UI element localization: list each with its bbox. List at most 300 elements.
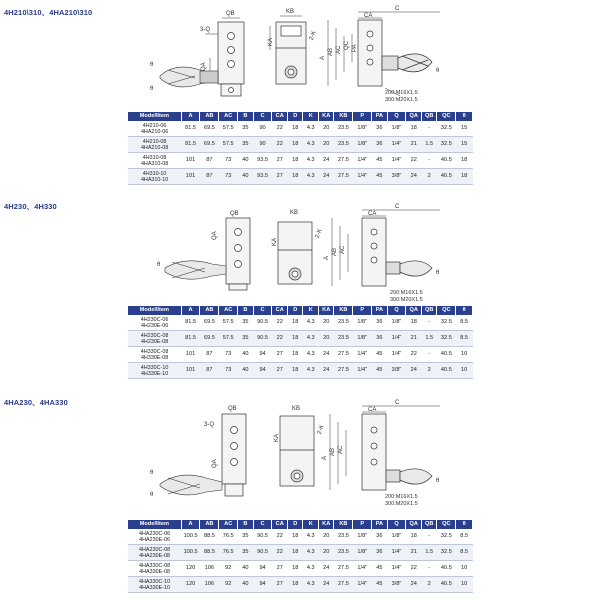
model-cell [128,169,181,185]
valve-drawing [0,200,600,308]
value-cell: 57.5 [219,331,238,347]
theta-label-left-2: θ [150,492,154,498]
table-row [128,331,473,347]
model-name: 4H330E-08 [140,354,169,361]
value-cell: - [421,347,437,363]
side-view [276,22,306,84]
model-name: 4H310-10 [142,170,167,177]
value-cell: 20 [318,315,334,331]
value-cell: 1/4" [353,561,372,577]
value-cell: 22 [272,315,288,331]
value-cell: 3/8" [387,363,406,379]
value-cell: 1/4" [353,577,372,593]
value-cell: 35 [238,545,254,561]
theta-label-left: θ [150,62,154,68]
section-3 [0,396,600,600]
value-cell: 27.5 [334,561,353,577]
table-row [128,529,473,545]
value-cell: 22 [272,121,288,137]
value-cell: 94 [253,347,272,363]
value-cell: 10 [456,363,473,379]
value-cell: 88.5 [200,529,219,545]
model-name: 4H330C-10 [140,364,169,371]
column-header: C [253,520,272,529]
column-header: Q [387,306,406,315]
dim-3Q: 3-Q [204,422,215,428]
value-cell: 90.5 [253,545,272,561]
lever-handle-icon [165,261,226,279]
dim-QA: QA [212,231,218,240]
dim-A: A [320,55,326,60]
value-cell: 1/8" [353,331,372,347]
dim-QA: QA [212,459,218,468]
column-header: A [181,306,200,315]
dim-QB: QB [228,406,237,412]
dim-3Q: 3-Q [200,27,211,33]
column-header: AC [219,306,238,315]
value-cell: 36 [372,331,388,347]
value-cell: 40.5 [437,347,456,363]
value-cell: 81.5 [181,331,200,347]
model-name: 4H230C-06 [140,316,169,323]
value-cell: 40.5 [437,577,456,593]
dim-AB: AB [330,447,336,456]
model-name: 4HA230E-08 [139,552,171,559]
section-2 [0,200,600,400]
port-callout-2: 300:M20X1.5 [385,501,418,507]
value-cell: 18 [456,169,473,185]
value-cell: 24 [318,577,334,593]
value-cell: 27.5 [334,363,353,379]
table-row [128,577,473,593]
value-cell: 1.5 [421,331,437,347]
value-cell: 90.5 [253,315,272,331]
column-header: Model\Item [128,112,181,121]
value-cell: 1.5 [421,137,437,153]
value-cell: 35 [238,331,254,347]
value-cell: 40.5 [437,363,456,379]
value-cell: 18 [287,121,303,137]
right-dimensions [328,12,440,96]
column-header: CA [272,306,288,315]
value-cell: 32.5 [437,529,456,545]
spec-table [128,520,473,593]
value-cell: 21 [406,545,422,561]
value-cell: 100.5 [181,545,200,561]
dim-QC: QC [344,41,350,50]
value-cell: 4.3 [303,545,319,561]
dim-AC: AC [340,245,346,254]
value-cell: 1/8" [387,315,406,331]
dim-KA: KA [272,237,278,246]
column-header: QA [406,520,422,529]
value-cell: 45 [372,561,388,577]
value-cell: 32.5 [437,137,456,153]
column-header: AB [200,112,219,121]
model-cell [128,545,181,561]
value-cell: 23.5 [334,545,353,561]
value-cell: 20 [318,529,334,545]
column-header: KA [318,306,334,315]
column-header: A [181,112,200,121]
value-cell: 45 [372,347,388,363]
value-cell: 18 [287,363,303,379]
dim-CA: CA [368,211,377,217]
value-cell: 36 [372,545,388,561]
value-cell: 40 [238,347,254,363]
section-title: 4H210\310、4HA210\310 [4,8,93,17]
table-row [128,169,473,185]
value-cell: 45 [372,363,388,379]
dim-KA: KA [268,37,274,46]
value-cell: - [421,153,437,169]
value-cell: 24 [406,169,422,185]
value-cell: 87 [200,169,219,185]
table-row [128,545,473,561]
value-cell: 8.5 [456,545,473,561]
value-cell: 8.5 [456,315,473,331]
model-cell [128,137,181,153]
section-1 [0,0,600,200]
table-header-row [128,112,473,121]
value-cell: 23.5 [334,331,353,347]
value-cell: 73 [219,169,238,185]
column-header: θ [456,306,473,315]
value-cell: 4.3 [303,153,319,169]
value-cell: 120 [181,561,200,577]
value-cell: 4.3 [303,121,319,137]
value-cell: 94 [253,561,272,577]
column-header: P [353,112,372,121]
dim-theta: θ [436,68,440,74]
model-name: 4H230C-08 [140,332,169,339]
lever-handle-icon [160,67,218,87]
model-name: 4H210-06 [142,122,167,129]
value-cell: 10 [456,561,473,577]
front-view [226,218,250,290]
value-cell: 18 [287,347,303,363]
value-cell: 36 [372,529,388,545]
column-header: QB [421,520,437,529]
value-cell: 40 [238,561,254,577]
model-name: 4HA210-08 [140,144,169,151]
side-view [278,222,312,284]
value-cell: 101 [181,153,200,169]
model-name: 4HA330C-08 [138,562,171,569]
value-cell: 24 [318,153,334,169]
model-name: 4HA330C-10 [138,578,171,585]
model-name: 4H230E-06 [140,322,169,329]
model-name: 4HA310-10 [140,176,169,183]
value-cell: - [421,315,437,331]
column-header: D [287,520,303,529]
dim-theta: θ [436,270,440,276]
value-cell: 90.5 [253,331,272,347]
value-cell: 18 [287,561,303,577]
value-cell: 10 [456,577,473,593]
value-cell: 22 [406,153,422,169]
port-callout-1: 200:M16X1.5 [385,494,418,500]
value-cell: 18 [287,315,303,331]
value-cell: 57.5 [219,121,238,137]
column-header: QA [406,112,422,121]
model-name: 4HA210-06 [140,128,169,135]
dim-KB: KB [292,406,301,412]
column-header: C [253,306,272,315]
theta-label-left: θ [150,470,154,476]
value-cell: 22 [406,561,422,577]
dim-AC: AC [336,45,342,54]
value-cell: 2 [421,363,437,379]
value-cell: 15 [456,137,473,153]
value-cell: 1/4" [387,545,406,561]
dim-2K: 2-K [316,424,326,436]
dim-QB: QB [230,211,239,217]
value-cell: 1/4" [387,331,406,347]
column-header: AB [200,306,219,315]
column-header: QA [406,306,422,315]
value-cell: 1/4" [387,561,406,577]
column-header: KB [334,306,353,315]
value-cell: 45 [372,169,388,185]
value-cell: 32.5 [437,121,456,137]
value-cell: 92 [219,577,238,593]
value-cell: 35 [238,529,254,545]
value-cell: 4.3 [303,363,319,379]
section-title: 4H230、4H330 [4,202,57,211]
value-cell: 22 [272,545,288,561]
value-cell: 92 [219,561,238,577]
value-cell: 4.3 [303,331,319,347]
column-header: K [303,520,319,529]
value-cell: 4.3 [303,561,319,577]
value-cell: 1/8" [387,529,406,545]
value-cell: 1/4" [353,153,372,169]
dim-AB: AB [332,247,338,256]
value-cell: 20 [318,137,334,153]
value-cell: 1/4" [387,137,406,153]
value-cell: - [421,529,437,545]
column-header: QC [437,112,456,121]
value-cell: 73 [219,153,238,169]
model-name: 4HA330E-08 [139,568,171,575]
column-header: QC [437,306,456,315]
value-cell: 4.3 [303,315,319,331]
table-header-row [128,520,473,529]
value-cell: 27 [272,577,288,593]
value-cell: 35 [238,121,254,137]
value-cell: 27.5 [334,169,353,185]
value-cell: 87 [200,363,219,379]
front-view [222,414,246,496]
value-cell: 32.5 [437,545,456,561]
value-cell: 69.5 [200,137,219,153]
value-cell: 27 [272,153,288,169]
model-name: 4H330C-08 [140,348,169,355]
theta-label-left-2: θ [150,86,154,92]
value-cell: 24 [318,561,334,577]
value-cell: 3/8" [387,577,406,593]
column-header: θ [456,520,473,529]
model-cell [128,315,181,331]
model-name: 4H310-08 [142,154,167,161]
dim-QB: QB [226,11,235,17]
value-cell: 3/8" [387,169,406,185]
column-header: P [353,306,372,315]
value-cell: 22 [406,347,422,363]
right-view [358,20,432,86]
value-cell: 94 [253,363,272,379]
column-header: K [303,112,319,121]
model-name: 4H330E-10 [140,370,169,377]
value-cell: 57.5 [219,315,238,331]
value-cell: 87 [200,347,219,363]
column-header: QB [421,112,437,121]
column-header: KA [318,112,334,121]
value-cell: 1.5 [421,545,437,561]
column-header: QB [421,306,437,315]
value-cell: 23.5 [334,121,353,137]
model-name: 4HA230C-08 [138,546,171,553]
value-cell: 69.5 [200,315,219,331]
value-cell: 27.5 [334,347,353,363]
value-cell: 22 [272,529,288,545]
value-cell: 36 [372,137,388,153]
column-header: Model\Item [128,520,181,529]
right-view [362,218,432,286]
value-cell: 73 [219,363,238,379]
value-cell: 88.5 [200,545,219,561]
value-cell: 45 [372,577,388,593]
column-header: B [238,112,254,121]
value-cell: 93.5 [253,169,272,185]
value-cell: 106 [200,561,219,577]
value-cell: 10 [456,347,473,363]
dim-AB: AB [328,47,334,56]
dim-theta: θ [436,478,440,484]
value-cell: - [421,121,437,137]
dim-KB: KB [286,9,295,15]
value-cell: 45 [372,153,388,169]
value-cell: 20 [318,545,334,561]
value-cell: 1/4" [353,347,372,363]
value-cell: 18 [287,137,303,153]
value-cell: 32.5 [437,315,456,331]
port-callout-2: 300:M20X1.5 [390,297,423,303]
value-cell: 76.5 [219,529,238,545]
table-row [128,363,473,379]
column-header: D [287,112,303,121]
value-cell: 18 [406,315,422,331]
value-cell: 15 [456,121,473,137]
model-name: 4HA330E-10 [139,584,171,591]
column-header: B [238,306,254,315]
valve-drawing [0,0,600,108]
value-cell: 27.5 [334,577,353,593]
value-cell: 24 [318,363,334,379]
value-cell: 1/8" [353,121,372,137]
value-cell: 4.3 [303,137,319,153]
model-cell [128,153,181,169]
table-row [128,153,473,169]
column-header: C [253,112,272,121]
value-cell: 1/4" [387,153,406,169]
value-cell: 1/8" [353,137,372,153]
dim-2K: 2-K [308,30,318,42]
column-header: AB [200,520,219,529]
model-cell [128,529,181,545]
model-cell [128,363,181,379]
column-header: θ [456,112,473,121]
value-cell: 1/8" [353,545,372,561]
value-cell: 87 [200,153,219,169]
value-cell: 1/4" [353,363,372,379]
table-row [128,561,473,577]
right-view [362,414,432,490]
value-cell: 18 [287,153,303,169]
value-cell: 27 [272,363,288,379]
model-name: 4HA310-08 [140,160,169,167]
value-cell: 23.5 [334,137,353,153]
value-cell: 27 [272,169,288,185]
column-header: Q [387,112,406,121]
value-cell: 18 [287,577,303,593]
dim-CA: CA [364,13,373,19]
value-cell: 40.5 [437,153,456,169]
model-name: 4H230E-08 [140,338,169,345]
value-cell: 36 [372,315,388,331]
value-cell: 8.5 [456,529,473,545]
column-header: P [353,520,372,529]
value-cell: 23.5 [334,529,353,545]
value-cell: 40.5 [437,169,456,185]
theta-label-left: θ [157,262,161,268]
value-cell: 21 [406,137,422,153]
column-header: KB [334,112,353,121]
value-cell: 93.5 [253,153,272,169]
dim-C: C [395,400,400,406]
value-cell: 18 [456,153,473,169]
table-row [128,121,473,137]
value-cell: 2 [421,169,437,185]
column-header: D [287,306,303,315]
column-header: K [303,306,319,315]
value-cell: 76.5 [219,545,238,561]
column-header: CA [272,112,288,121]
value-cell: - [421,561,437,577]
value-cell: 23.5 [334,315,353,331]
dim-2K: 2-K [314,228,324,240]
spec-table [128,112,473,185]
value-cell: 18 [406,529,422,545]
valve-drawing [0,396,600,508]
value-cell: 4.3 [303,529,319,545]
value-cell: 18 [287,169,303,185]
value-cell: 24 [318,169,334,185]
dim-QA: QA [201,62,207,71]
value-cell: 69.5 [200,331,219,347]
value-cell: 18 [287,545,303,561]
value-cell: 69.5 [200,121,219,137]
value-cell: 22 [272,331,288,347]
value-cell: 21 [406,331,422,347]
value-cell: 35 [238,137,254,153]
dim-KA: KA [274,433,280,442]
column-header: PA [372,306,388,315]
value-cell: 24 [406,363,422,379]
model-name: 4HA230E-06 [139,536,171,543]
column-header: QC [437,520,456,529]
